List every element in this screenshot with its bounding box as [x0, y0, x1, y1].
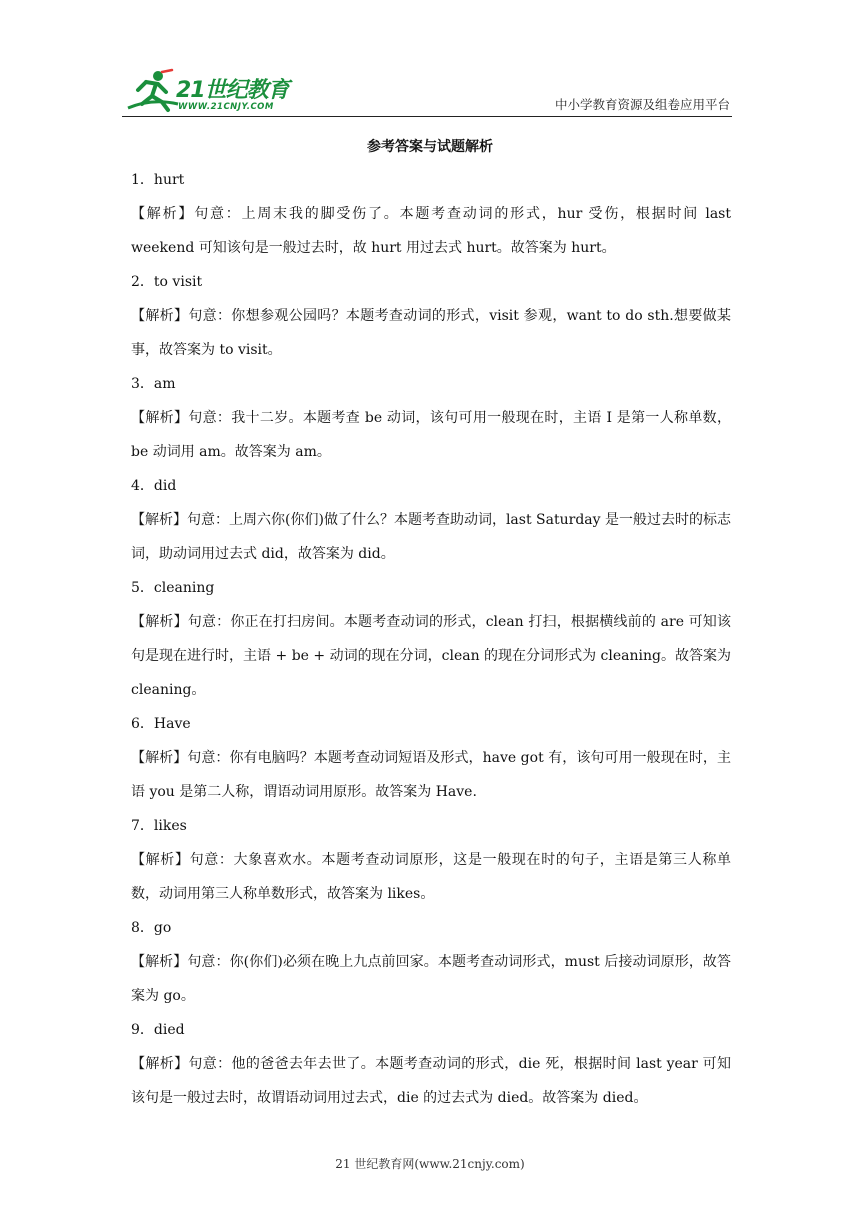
answer-text: did — [153, 478, 177, 494]
answer-number: 3． — [131, 376, 154, 392]
logo-url: WWW.21CNJY.COM — [178, 102, 274, 112]
answer-explanation: 【解析】句意：你正在打扫房间。本题考查动词的形式，clean 打扫，根据横线前的 are 可知该句是现在进行时，主语 + be + 动词的现在分词，clean 的现在分词形式为 cleaning。故答案为 cleaning。 — [131, 614, 731, 698]
answer-item — [131, 163, 731, 265]
answer-number: 8． — [131, 920, 154, 936]
answer-item — [131, 367, 731, 469]
answer-explanation: 【解析】句意：大象喜欢水。本题考查动词原形，这是一般现在时的句子，主语是第三人称单数，动词用第三人称单数形式，故答案为 likes。 — [131, 852, 731, 902]
answer-text: died — [153, 1022, 185, 1038]
answer-item — [131, 707, 731, 809]
answer-text: cleaning — [153, 580, 215, 596]
answer-explanation: 【解析】句意：他的爸爸去年去世了。本题考查动词的形式，die 死，根据时间 last year 可知该句是一般过去时，故谓语动词用过去式，die 的过去式为 died。故答案为 died。 — [131, 1056, 731, 1106]
answer-text: am — [153, 376, 176, 392]
answer-explanation: 【解析】句意：上周末我的脚受伤了。本题考查动词的形式，hur 受伤，根据时间 last weekend 可知该句是一般过去时，故 hurt 用过去式 hurt。故答案为 hurt。 — [131, 206, 731, 256]
answer-list — [131, 163, 731, 1115]
answer-explanation: 【解析】句意：我十二岁。本题考查 be 动词，该句可用一般现在时，主语 I 是第一人称单数，be 动词用 am。故答案为 am。 — [131, 410, 731, 460]
answer-line — [131, 571, 731, 605]
answer-number: 5． — [131, 580, 154, 596]
answer-item — [131, 809, 731, 911]
answer-item — [131, 265, 731, 367]
answer-item — [131, 911, 731, 1013]
answer-line — [131, 163, 731, 197]
answer-line — [131, 911, 731, 945]
answer-text: hurt — [153, 172, 185, 188]
answer-text: go — [153, 920, 172, 936]
answer-explanation: 【解析】句意：上周六你(你们)做了什么？本题考查助动词，last Saturday 是一般过去时的标志词，助动词用过去式 did，故答案为 did。 — [131, 512, 731, 562]
answer-explanation: 【解析】句意：你(你们)必须在晚上九点前回家。本题考查动词形式，must 后接动词原形，故答案为 go。 — [131, 954, 731, 1004]
answer-explanation: 【解析】句意：你有电脑吗？本题考查动词短语及形式，have got 有，该句可用一般现在时，主语 you 是第二人称，谓语动词用原形。故答案为 Have. — [131, 750, 731, 800]
answer-line — [131, 707, 731, 741]
answer-line — [131, 1013, 731, 1047]
answer-number: 9． — [131, 1022, 154, 1038]
answer-text: Have — [153, 716, 191, 732]
answer-text: likes — [153, 818, 187, 834]
answer-explanation: 【解析】句意：你想参观公园吗？本题考查动词的形式，visit 参观，want to do sth.想要做某事，故答案为 to visit。 — [131, 308, 731, 358]
answer-item — [131, 1013, 731, 1115]
answer-line — [131, 809, 731, 843]
answer-number: 2． — [131, 274, 154, 290]
answer-text: to visit — [153, 274, 203, 290]
answer-number: 4． — [131, 478, 154, 494]
answer-line — [131, 367, 731, 401]
answer-item — [131, 571, 731, 707]
page-title: 参考答案与试题解析 — [367, 139, 493, 155]
answer-number: 6． — [131, 716, 154, 732]
platform-name: 中小学教育资源及组卷应用平台 — [554, 97, 730, 112]
answer-number: 1． — [131, 172, 154, 188]
logo-text: 21世纪教育 — [176, 78, 289, 103]
answer-line — [131, 265, 731, 299]
page-footer: 21 世纪教育网(www.21cnjy.com) — [335, 1157, 525, 1171]
answer-line — [131, 469, 731, 503]
answer-item — [131, 469, 731, 571]
answer-number: 7． — [131, 818, 154, 834]
page-header — [122, 64, 732, 117]
